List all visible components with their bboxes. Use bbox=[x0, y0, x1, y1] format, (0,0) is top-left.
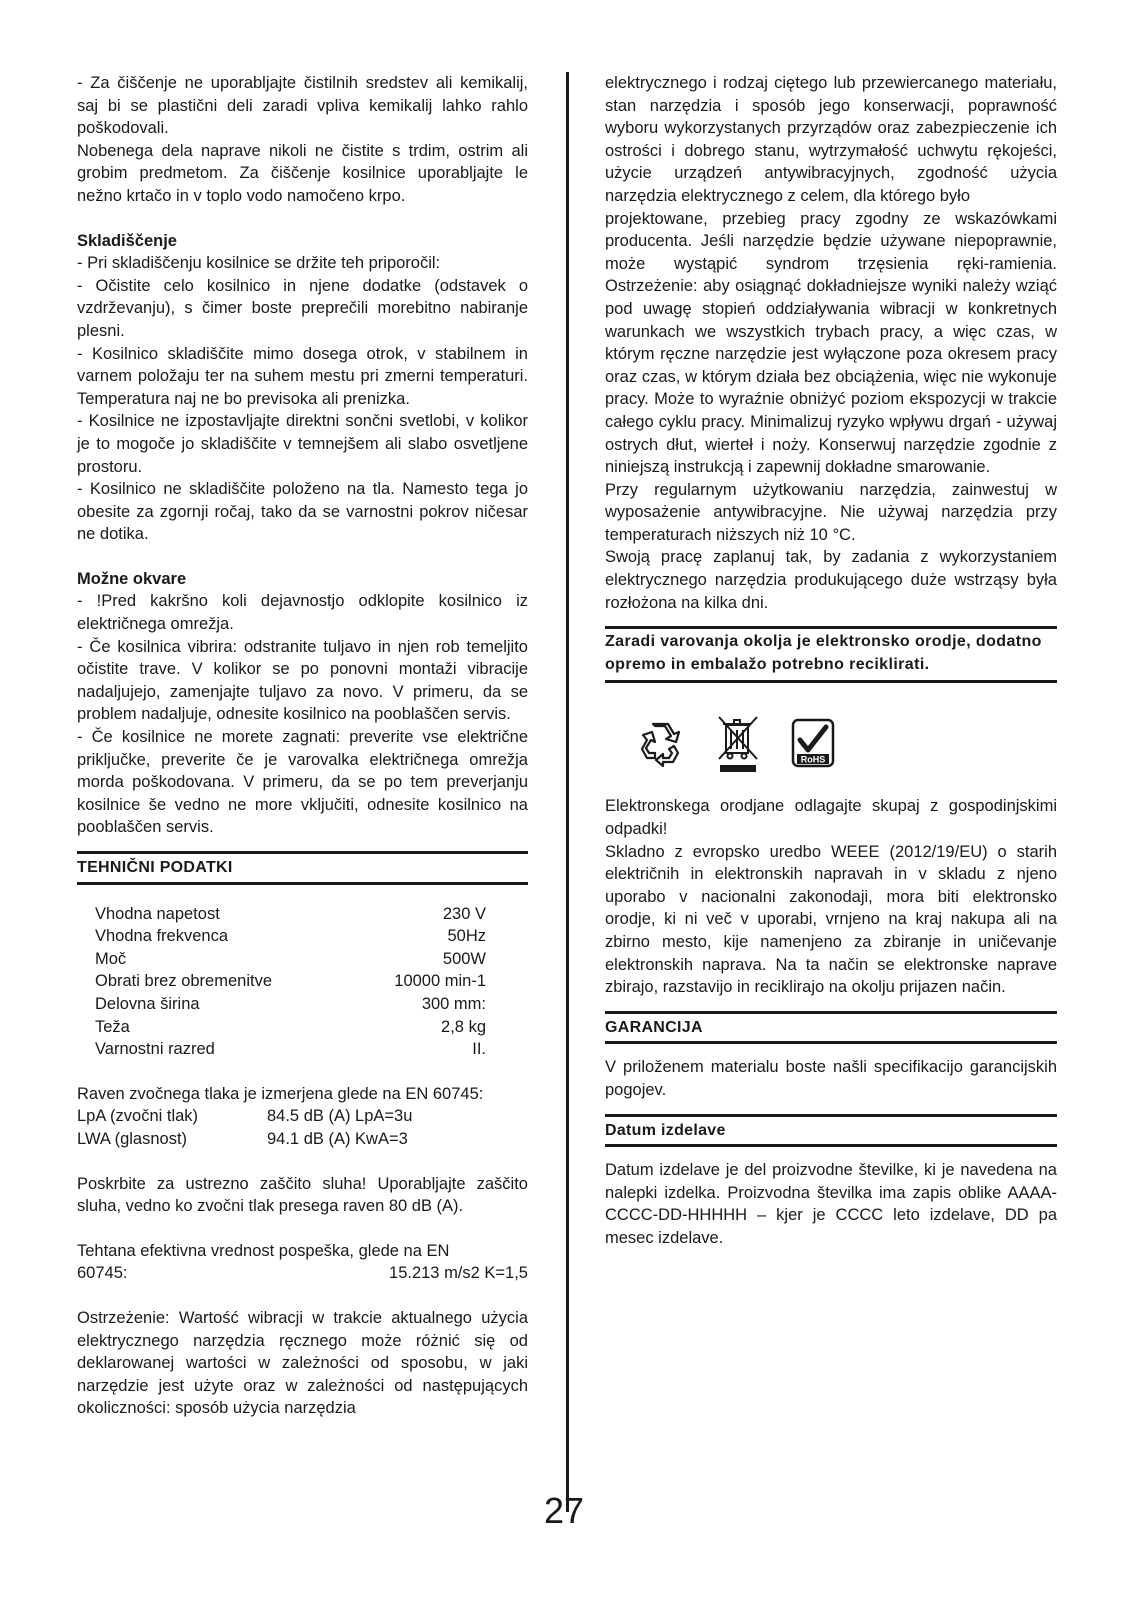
tech-data-heading: TEHNIČNI PODATKI bbox=[77, 851, 528, 885]
vibration-warning-continued: Przy regularnym użytkowaniu narzędzia, zainwestuj w wyposażenie antywibracyjne. Nie używaj narzędzia przy temperaturach niższych niż 10 °C. bbox=[605, 480, 1057, 544]
vibration-value-row bbox=[77, 1262, 528, 1285]
spec-table bbox=[95, 903, 486, 1061]
vibration-line: Tehtana efektivna vrednost pospeška, glede na EN bbox=[77, 1241, 450, 1260]
storage-heading: Skladiščenje bbox=[77, 231, 177, 250]
spec-value: II. bbox=[472, 1040, 486, 1059]
noise-value: 94.1 dB (A) KwA=3 bbox=[267, 1129, 408, 1148]
spec-value: 50Hz bbox=[447, 927, 486, 946]
spec-value: 500W bbox=[442, 949, 486, 968]
warranty-paragraph: V priloženem materialu boste našli specifikacijo garancijskih pogojev. bbox=[605, 1058, 1057, 1099]
storage-paragraph: - Kosilnico ne skladiščite položeno na tla. Namesto tega jo obesite za zgornji ročaj, tako da se varnostni pokrov ničesar ne dotika. bbox=[77, 480, 528, 544]
spec-value: 230 V bbox=[442, 904, 486, 923]
noise-row bbox=[77, 1128, 528, 1151]
noise-row bbox=[77, 1105, 528, 1128]
vibration-warning-continued: projektowane, przebieg pracy zgodny ze wskazówkami producenta. Jeśli narzędzie będzie używane niepoprawnie, może wystąpić syndrom trzęsienia ręki-ramienia. Ostrzeżenie: aby osiągnąć dokładniejsze wyniki należy wziąć pod uwagę stopień oddziaływania wibracji w konkretnych warunkach we wszystkich trybach pracy, a więc czas, w którym ręczne narzędzie jest wyłączone poza okresem pracy oraz czas, w którym działa bez obciążenia, więc nie wykonuje pracy. Może to wyraźnie obniżyć poziom ekspozycji w trakcie całego cyklu pracy. Minimalizuj ryzyko wpływu drgań - używaj ostrych dłut, wierteł i noży. Konserwuj narzędzie zgodnie z niniejszą instrukcją i zapewnij dokładne smarowanie. bbox=[605, 209, 1057, 477]
spec-label: Vhodna napetost bbox=[95, 904, 220, 923]
spec-value: 2,8 kg bbox=[441, 1017, 486, 1036]
storage-paragraph: - Očistite celo kosilnico in njene dodatke (odstavek o vzdrževanju), s čimer boste preprečili morebitno nabiranje plesni. bbox=[77, 276, 528, 340]
disposal-symbols bbox=[635, 713, 1057, 773]
faults-heading: Možne okvare bbox=[77, 569, 187, 588]
noise-intro: Raven zvočnega tlaka je izmerjena glede na EN 60745: bbox=[77, 1084, 484, 1103]
spec-row bbox=[95, 993, 486, 1016]
environment-warning-heading: Zaradi varovanja okolja je elektronsko orodje, dodatno opremo in embalažo potrebno reciklirati. bbox=[605, 626, 1057, 683]
rohs-label: RoHS bbox=[800, 754, 826, 765]
spec-row bbox=[95, 1016, 486, 1039]
weee-crossed-bin-icon bbox=[715, 713, 761, 773]
rohs-icon bbox=[791, 718, 835, 768]
spec-row bbox=[95, 925, 486, 948]
spec-row bbox=[95, 903, 486, 926]
manufacture-date-paragraph: Datum izdelave je del proizvodne številke, ki je navedena na nalepki izdelka. Proizvodna številka ima zapis oblike AAAA-CCCC-DD-HHHHH – kjer je CCCC leto izdelave, DD pa mesec izdelave. bbox=[605, 1161, 1057, 1247]
spec-value: 10000 min-1 bbox=[394, 972, 486, 991]
cleaning-paragraph: Nobenega dela naprave nikoli ne čistite s trdim, ostrim ali grobim predmetom. Za čiščenje kosilnice uporabljajte le nežno krtačo in v toplo vodo namočeno krpo. bbox=[77, 141, 528, 205]
recycling-icon bbox=[635, 718, 685, 768]
spec-value: 300 mm: bbox=[421, 994, 486, 1013]
spec-label: Varnostni razred bbox=[95, 1040, 215, 1059]
noise-label: LpA (zvočni tlak) bbox=[77, 1107, 199, 1126]
noise-label: LWA (glasnost) bbox=[77, 1129, 188, 1148]
warranty-heading: GARANCIJA bbox=[605, 1011, 1057, 1045]
hearing-paragraph: Poskrbite za ustrezno zaščito sluha! Uporabljajte zaščito sluha, vedno ko zvočni tlak presega raven 80 dB (A). bbox=[77, 1174, 528, 1216]
page-number: 27 bbox=[543, 1490, 585, 1531]
faults-paragraph: - Če kosilnica vibrira: odstranite tuljavo in njen rob temeljito očistite trave. V kolikor se po ponovni montaži vibracije nadaljujejo, zamenjajte tuljavo za novo. V primeru, da se problem nadaljuje, odnesite kosilnico na pooblaščen servis. bbox=[77, 637, 528, 724]
spec-row bbox=[95, 970, 486, 993]
spec-label: Vhodna frekvenca bbox=[95, 927, 229, 946]
column-divider bbox=[566, 72, 569, 1512]
vibration-warning-continued: Swoją pracę zaplanuj tak, by zadania z wykorzystaniem elektrycznego narzędzia produkującego duże wstrząsy była rozłożona na kilka dni. bbox=[605, 548, 1057, 612]
right-column bbox=[605, 72, 1057, 1250]
manufacture-date-heading: Datum izdelave bbox=[605, 1114, 1057, 1148]
storage-paragraph: - Pri skladiščenju kosilnice se držite teh priporočil: bbox=[77, 254, 441, 273]
vibration-standard: 60745: bbox=[77, 1264, 128, 1283]
storage-paragraph: - Kosilnice ne izpostavljajte direktni sončni svetlobi, v kolikor je to mogoče jo skladiščite v temnejšem ali slabo osvetljene prostoru. bbox=[77, 412, 528, 476]
spec-row bbox=[95, 948, 486, 971]
weee-paragraph: Skladno z evropsko uredbo WEEE (2012/19/EU) o starih električnih in elektronskih napravah in v skladu z njeno uporabo v nacionalni zakonodaji, mora biti elektronsko orodje, ki ni več v uporabi, vrnjeno na kraj nakupa ali na zbirno mesto, kije namenjeno za zbiranje in uničevanje elektronskih naprava. Na ta način se elektronske naprave zbirajo, razstavijo in reciklirajo na okolju prijazen način. bbox=[605, 842, 1057, 997]
storage-paragraph: - Kosilnico skladiščite mimo dosega otrok, v stabilnem in varnem položaju ter na suhem mestu pri zmerni temperaturi. Temperatura naj ne bo previsoka ali prenizka. bbox=[77, 344, 528, 408]
noise-value: 84.5 dB (A) LpA=3u bbox=[267, 1107, 413, 1126]
spec-label: Moč bbox=[95, 949, 127, 968]
faults-paragraph: - !Pred kakršno koli dejavnostjo odklopite kosilnico iz električnega omrežja. bbox=[77, 592, 528, 634]
vibration-value: 15.213 m/s2 K=1,5 bbox=[389, 1264, 528, 1283]
spec-row bbox=[95, 1038, 486, 1061]
spec-label: Teža bbox=[95, 1017, 130, 1036]
left-column bbox=[77, 72, 528, 1420]
vibration-warning-paragraph: Ostrzeżenie: Wartość wibracji w trakcie aktualnego użycia elektrycznego narzędzia ręcznego może różnić się od deklarowanej wartości w zależności od sposobu, w jaki narzędzie jest użyte oraz w zależności od następujących okoliczności: sposób użycia narzędzia bbox=[77, 1308, 528, 1418]
vibration-warning-continued: elektrycznego i rodzaj ciętego lub przewiercanego materiału, stan narzędzia i sposób jego konserwacji, poprawność wyboru wykorzystanych przyrządów oraz zabezpieczenie ich ostrości i dobrego stanu, wytrzymałość uchwytu rękojeści, użycie urządzeń antywibracyjnych, zgodność użycia narzędzia elektrycznego z celem, dla którego było bbox=[605, 74, 1057, 205]
faults-paragraph: - Če kosilnice ne morete zagnati: preverite vse električne priključke, preverite če je varovalka električnega omrežja morda poškodovana. V primeru, da se po tem preverjanju kosilnice še vedno ne more vključiti, odnesite kosilnico na pooblaščen servis. bbox=[77, 728, 528, 837]
disposal-paragraph: Elektronskega orodjane odlagajte skupaj z gospodinjskimi odpadki! bbox=[605, 797, 1057, 839]
spec-label: Delovna širina bbox=[95, 994, 200, 1013]
spec-label: Obrati brez obremenitve bbox=[95, 972, 272, 991]
cleaning-paragraph: - Za čiščenje ne uporabljajte čistilnih sredstev ali kemikalij, saj bi se plastični deli zaradi vpliva kemikalij lahko rahlo poškodovali. bbox=[77, 74, 528, 138]
